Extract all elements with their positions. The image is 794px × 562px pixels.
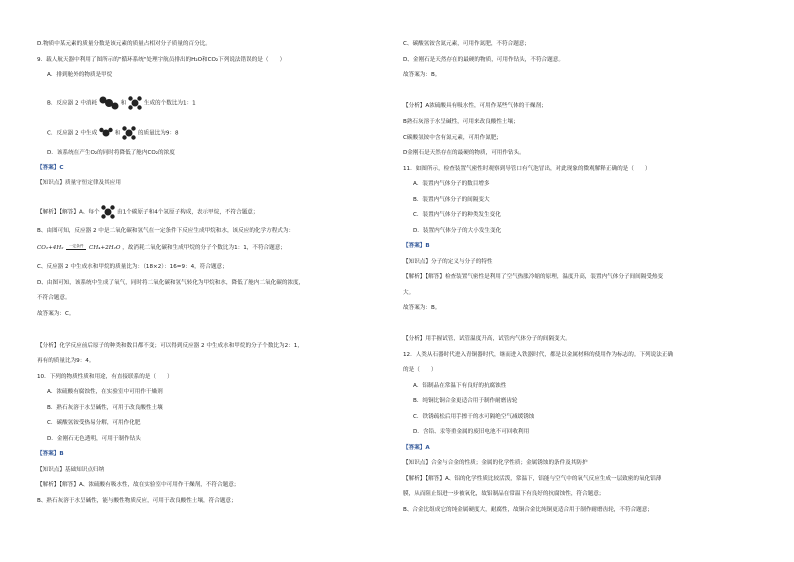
option-c-rest: 的质量比为9：8 xyxy=(137,130,179,137)
analysis-rest: 由1个碳原子和4个氢原子构成，表示甲烷，不符合题意； xyxy=(117,209,259,216)
analysis-prefix: 【解析】【解答】A、每个 xyxy=(37,209,100,216)
question-10-stem: 10．下列的物质性质和用途，有直接联系的是（ ） xyxy=(37,374,173,380)
option-b: B．纯铜比铜合金更适合用于制作耐磨齿轮 xyxy=(413,398,518,404)
text-line: B、熟石灰溶于水呈碱性，能与酸性物质反应，可用于改良酸性土壤，符合题意； xyxy=(37,498,237,504)
ch4-molecule-icon xyxy=(122,126,136,140)
answer-label: 【答案】A xyxy=(403,445,430,451)
analysis-line: 【解析】【解答】检查装置气密性是利用了空气热胀冷缩的原理，温度升高，装置内气体分子间间隔受热变 xyxy=(403,274,664,280)
text-line: B、由图可知，反应器 2 中是二氧化碳和氢气在一定条件下反应生成甲烷和水，该反应的化学方程式为： xyxy=(37,228,295,234)
knowledge-point: 【知识点】基础知识点归纳 xyxy=(37,467,105,473)
and-text: 和 xyxy=(114,130,121,137)
question-11-stem: 11．如图所示，检查装置气密性时观察到导管口有气泡冒出，对此现象的微观解释正确的是（ ） xyxy=(403,166,651,172)
option-b-rest: 生成的个数比为1：1 xyxy=(143,100,196,107)
option-c: C．碳酸氢铵受热易分解，可用作化肥 xyxy=(47,420,141,426)
text-line: C碳酸氢铵中含有氮元素，可用作氮肥； xyxy=(403,135,503,141)
and-text: 和 xyxy=(120,100,127,107)
text-line: 的是（ ） xyxy=(403,367,437,373)
option-d: D．含铅、汞等重金属的废旧电池不可回收利用 xyxy=(413,429,530,435)
option-a: A．排到舱外的物质是甲烷 xyxy=(47,72,113,78)
answer-label: 【答案】C xyxy=(37,165,64,171)
answer-summary: 故答案为：B。 xyxy=(403,305,441,311)
text-line: C、反应器 2 中生成水和甲烷的质量比为：（18×2）：16=9：4，符合题意； xyxy=(37,264,228,270)
answer-summary: 故答案为：B。 xyxy=(403,72,441,78)
text-line: 大。 xyxy=(403,290,415,296)
h2o-molecule-icon xyxy=(99,127,113,139)
reaction-arrow xyxy=(66,245,86,250)
option-a: A．浓硫酸有腐蚀性，在实验室中可用作干燥剂 xyxy=(47,389,163,395)
question-12-stem: 12．人类从石器时代进入青铜器时代，继而进入铁器时代，都是以金属材料的使用作为标志的。下列说法正确 xyxy=(403,352,674,358)
option-c: C．装置内气体分子的种类发生变化 xyxy=(413,212,501,218)
analysis-line: 【分析】化学反应前后原子的种类和数目都不变；可以得到反应器 2 中生成水和甲烷的分子个数比为2：1， xyxy=(37,343,303,349)
text-line: ，故消耗二氧化碳和生成甲烷的分子个数比为1：1，不符合题意； xyxy=(122,244,286,251)
knowledge-point: 【知识点】质量守恒定律及其应用 xyxy=(37,180,121,186)
text-line: B熟石灰溶于水呈碱性，可用来改良酸性土壤； xyxy=(403,119,519,125)
option-b-label: B．反应器 2 中消耗 xyxy=(47,100,98,107)
option-a: A．装置内气体分子的数目增多 xyxy=(413,181,490,187)
text-line: 不符合题意。 xyxy=(37,295,71,301)
reaction-condition: 一定条件 xyxy=(69,244,84,248)
analysis-line: 【解析】【解答】A、铝的化学性质比较活泼，常温下，铝能与空气中的氧气反应生成一层致密的氧化铝薄 xyxy=(403,476,662,482)
equation-products: CH₄+2H₂O xyxy=(89,244,121,251)
text-line: 膜，从而阻止铝进一步被氧化，故铝制品在常温下有良好的抗腐蚀性，符合题意； xyxy=(403,491,605,497)
answer-label: 【答案】B xyxy=(403,243,430,249)
knowledge-point: 【知识点】合金与合金的性质；金属的化学性质；金属锈蚀的条件及其防护 xyxy=(403,460,588,466)
analysis-line xyxy=(37,205,259,219)
option-b: B．装置内气体分子的间隔变大 xyxy=(413,197,490,203)
text-line: C、碳酸氢铵含氮元素，可用作氮肥，不符合题意； xyxy=(403,41,530,47)
text-line: D.物质中某元素的质量分数是该元素的质量占相对分子质量的百分比。 xyxy=(37,41,211,47)
ch4-molecule-icon xyxy=(101,205,115,219)
analysis-line: 【分析】A浓硫酸具有吸水性，可用作某些气体的干燥剂； xyxy=(403,103,547,109)
knowledge-point: 【知识点】分子的定义与分子的特性 xyxy=(403,259,493,265)
text-line: 再有的质量比为9：4。 xyxy=(37,358,95,364)
analysis-line: 【解析】【解答】A、浓硫酸有吸水性，故在实验室中可用作干燥剂，不符合题意； xyxy=(37,482,240,488)
right-column xyxy=(403,0,768,562)
question-9-stem: 9．载人航天器中利用了图所示的"循环系统"处理宇航员排出的H₂O和CO₂下列说法错误的是（ ） xyxy=(37,57,286,63)
text-line: D、金刚石是天然存在的最硬的物质，可用作钻头，不符合题意。 xyxy=(403,57,564,63)
option-c-label: C．反应器 2 中生成 xyxy=(47,130,98,137)
option-d: D．金刚石无色透明，可用于制作钻头 xyxy=(47,436,141,442)
option-d: D．装置内气体分子的大小发生变化 xyxy=(413,228,502,234)
ch4-molecule-icon xyxy=(128,96,142,110)
co2-molecule-icon xyxy=(99,96,119,110)
equation-reactants: CO₂+4H₂ xyxy=(37,244,64,251)
text-line: D金刚石是天然存在的最硬的物质，可用作钻头。 xyxy=(403,150,525,156)
option-c: C．铁锈疏松后用手擦干的水可隔绝空气减缓锈蚀 xyxy=(413,414,535,420)
option-b xyxy=(47,96,196,110)
option-c xyxy=(47,126,179,140)
answer-label: 【答案】B xyxy=(37,451,64,457)
chemical-equation xyxy=(37,245,286,251)
arrow-line xyxy=(66,249,86,250)
option-d: D．该系统在产生O₂的同时将降低了舱内CO₂的浓度 xyxy=(47,150,175,156)
text-line: B、合金比组成它的纯金属硬度大，耐腐性，故铜合金比纯铜更适合用于制作耐磨齿轮，不符合题意； xyxy=(403,507,653,513)
left-column xyxy=(37,0,402,562)
option-b: B．熟石灰溶于水呈碱性，可用于改良酸性土壤 xyxy=(47,405,163,411)
analysis-line: 【分析】用手握试管，试管温度升高，试管内气体分子的间隔变大。 xyxy=(403,336,571,342)
option-a: A．铝制品在常温下有良好的抗腐蚀性 xyxy=(413,383,507,389)
text-line: D、由图可知，该系统中生成了氧气，同时将二氧化碳和氢气转化为甲烷和水，降低了舱内二氧化碳的浓度， xyxy=(37,280,305,286)
answer-summary: 故答案为：C。 xyxy=(37,311,75,317)
